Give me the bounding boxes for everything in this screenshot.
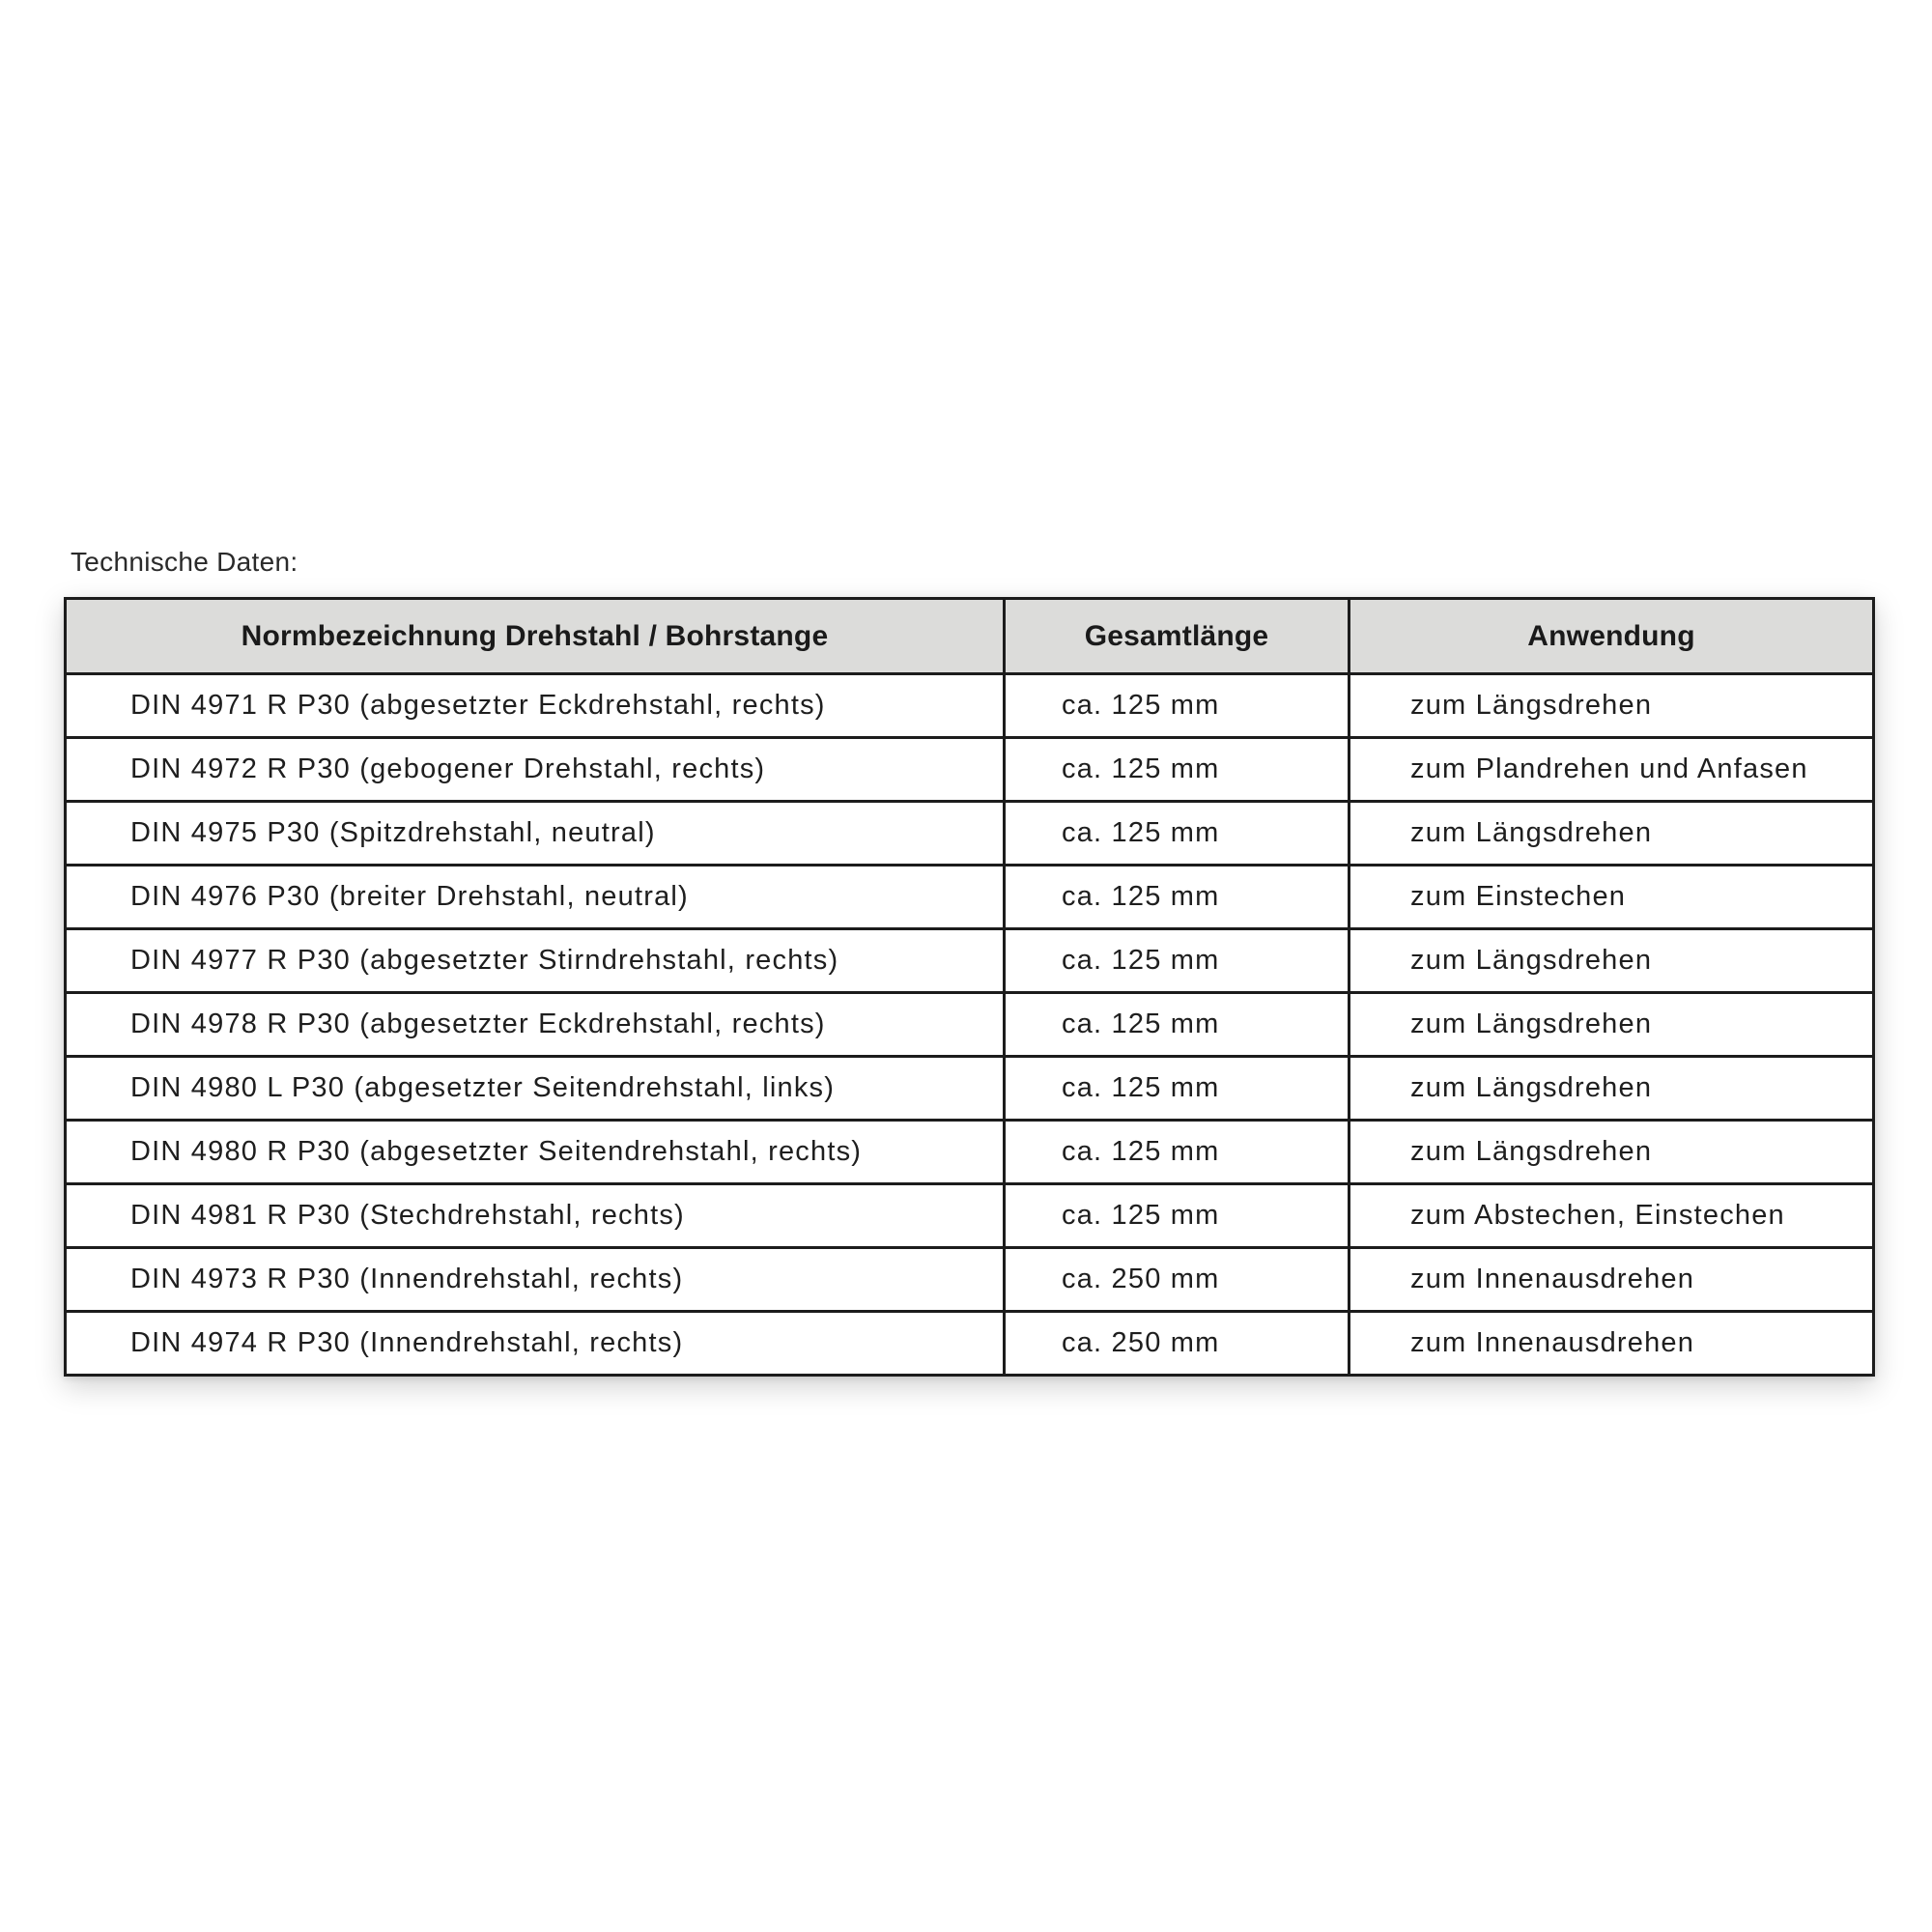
- header-norm-designation: Normbezeichnung Drehstahl / Bohrstange: [66, 599, 1005, 674]
- table-row: [66, 1248, 1874, 1312]
- total-length-cell: ca. 125 mm: [1005, 993, 1350, 1057]
- total-length-cell: ca. 125 mm: [1005, 738, 1350, 802]
- table-row: [66, 1057, 1874, 1121]
- total-length-cell: ca. 125 mm: [1005, 929, 1350, 993]
- total-length-cell: ca. 125 mm: [1005, 1121, 1350, 1184]
- table-row: [66, 1312, 1874, 1376]
- norm-designation-cell: DIN 4980 L P30 (abgesetzter Seitendrehstahl, links): [66, 1057, 1005, 1121]
- total-length-cell: ca. 250 mm: [1005, 1248, 1350, 1312]
- total-length-cell: ca. 125 mm: [1005, 674, 1350, 738]
- application-cell: zum Längsdrehen: [1350, 674, 1874, 738]
- header-row: [66, 599, 1874, 674]
- norm-designation-cell: DIN 4974 R P30 (Innendrehstahl, rechts): [66, 1312, 1005, 1376]
- table-row: [66, 674, 1874, 738]
- header-total-length: Gesamtlänge: [1005, 599, 1350, 674]
- total-length-cell: ca. 125 mm: [1005, 866, 1350, 929]
- norm-designation-cell: DIN 4981 R P30 (Stechdrehstahl, rechts): [66, 1184, 1005, 1248]
- table-row: [66, 929, 1874, 993]
- application-cell: zum Innenausdrehen: [1350, 1248, 1874, 1312]
- norm-designation-cell: DIN 4978 R P30 (abgesetzter Eckdrehstahl, rechts): [66, 993, 1005, 1057]
- table-row: [66, 866, 1874, 929]
- section-caption: Technische Daten:: [71, 547, 298, 577]
- total-length-cell: ca. 125 mm: [1005, 802, 1350, 866]
- table-row: [66, 802, 1874, 866]
- norm-designation-cell: DIN 4980 R P30 (abgesetzter Seitendrehstahl, rechts): [66, 1121, 1005, 1184]
- table-row: [66, 738, 1874, 802]
- application-cell: zum Plandrehen und Anfasen: [1350, 738, 1874, 802]
- norm-designation-cell: DIN 4972 R P30 (gebogener Drehstahl, rechts): [66, 738, 1005, 802]
- table-body: [66, 674, 1874, 1376]
- norm-designation-cell: DIN 4975 P30 (Spitzdrehstahl, neutral): [66, 802, 1005, 866]
- total-length-cell: ca. 125 mm: [1005, 1184, 1350, 1248]
- application-cell: zum Längsdrehen: [1350, 993, 1874, 1057]
- total-length-cell: ca. 125 mm: [1005, 1057, 1350, 1121]
- header-application: Anwendung: [1350, 599, 1874, 674]
- norm-designation-cell: DIN 4977 R P30 (abgesetzter Stirndrehstahl, rechts): [66, 929, 1005, 993]
- table-row: [66, 993, 1874, 1057]
- norm-designation-cell: DIN 4971 R P30 (abgesetzter Eckdrehstahl, rechts): [66, 674, 1005, 738]
- application-cell: zum Einstechen: [1350, 866, 1874, 929]
- norm-designation-cell: DIN 4973 R P30 (Innendrehstahl, rechts): [66, 1248, 1005, 1312]
- application-cell: zum Längsdrehen: [1350, 1121, 1874, 1184]
- table-row: [66, 1184, 1874, 1248]
- application-cell: zum Längsdrehen: [1350, 802, 1874, 866]
- norm-designation-cell: DIN 4976 P30 (breiter Drehstahl, neutral): [66, 866, 1005, 929]
- table-row: [66, 1121, 1874, 1184]
- table-header: [66, 599, 1874, 674]
- application-cell: zum Längsdrehen: [1350, 1057, 1874, 1121]
- application-cell: zum Innenausdrehen: [1350, 1312, 1874, 1376]
- total-length-cell: ca. 250 mm: [1005, 1312, 1350, 1376]
- application-cell: zum Längsdrehen: [1350, 929, 1874, 993]
- application-cell: zum Abstechen, Einstechen: [1350, 1184, 1874, 1248]
- technical-data-table: [64, 597, 1875, 1377]
